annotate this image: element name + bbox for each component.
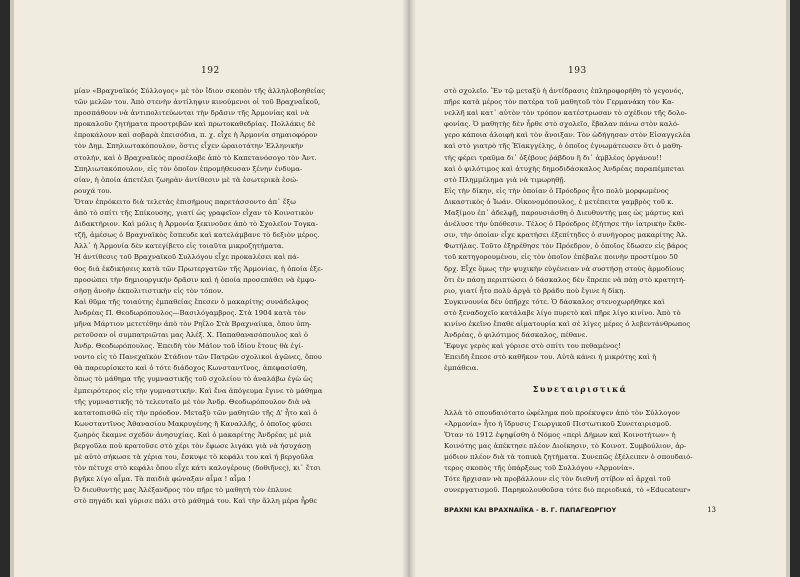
text-line: Σπηλιωτακόπουλον, εἰς τὸν ὁποῖον ἐπρομήθευσαν ξένην ἐνδυμα-	[74, 164, 303, 173]
footer-title: ΒΡΑΧΝΙ ΚΑΙ ΒΡΑΧΝΑΙΪΚΑ - Β. Γ. ΠΑΠΑΓΕΩΡΓΙΟΥ	[444, 506, 617, 514]
text-line: ρετοῦσαν οἱ συμπατριῶται μας Ἀλέξ. Χ. Παπαθανασόπουλος καὶ ὁ	[74, 331, 308, 340]
text-line: δρχ. Εἶχε ὅμως τὴν ψυχικὴν εὐγένειαν νὰ συστήσῃ στοὺς ἁρμοδίους	[444, 264, 685, 273]
text-line: Φωτήλας. Τοῦτο ἐξηρέθησε τὸν Πρόεδρον, ὁ ὁποῖος ἔδωσεν εἰς βάρος	[444, 242, 688, 251]
text-line: προσώπει τὴν δημιουργικὴν δρᾶσιν καὶ ἡ ὁποία προσεπάθει νὰ ἐμφυ-	[74, 275, 317, 284]
text-line: ζωηρὸς ἔκαμνε σχεδὸν ἀνησυχίας. Καὶ ὁ μακαρίτης Ἀνδρέας μὲ μιὰ	[74, 430, 312, 439]
footer-page-number: 13	[707, 506, 716, 514]
right-page-body-top	[444, 86, 716, 374]
text-line: στολήν, καὶ ὁ Βραχναϊκὸς προσέλαβε ἀπὸ τὸ Καπετανόσογο τὸν Ἀντ.	[74, 153, 317, 162]
text-line: τῆς γυμναστικῆς τὸ τελευταῖο μὲ τὸν Ἀνδρ. Θεοδωρόπουλον διὰ νὰ	[74, 397, 311, 406]
text-line: Δικαστικὸς ὁ Ἰωάν. Οἰκονομόπουλος, ἐ μετέπειτα γαμβρὸς τοῦ κ.	[444, 197, 674, 206]
page-number-right: 193	[568, 66, 587, 76]
text-line: Ἐπειδὴ ἔπεσε στὸ καθῆκον του. Αὐτὰ κάνει ἡ μικρότης καὶ ἡ	[444, 353, 657, 362]
text-line: γερο κάποια ἀλοιφὴ καὶ τὸν ἄνοιξαν. Τὸν ὡδήγησαν στὸν Εἰσαγγελέα	[444, 131, 691, 140]
right-page-body-bottom	[444, 408, 716, 497]
text-line: νελλῆ καὶ κατ᾿ αὐτὸν τὸν τρόπον κατέστρωσαν τὸ σχέδιον τῆς δολο-	[444, 109, 688, 118]
text-line: συνεργατισμοῦ. Παρηκολουθοῦσα τότε διὸ περιοδικά, τὸ «Educateur»	[444, 486, 691, 495]
text-line: Ἔφυγε γερὸς καὶ γύρισε στὸ σπίτι του πεθαμένος!	[444, 342, 621, 351]
left-page-text	[74, 60, 342, 508]
section-heading: Συνεταιριστικά	[532, 384, 628, 395]
text-line: σιν, τὴν ὁποίαν εἶχε κρατήσει ἐξεπίτηδες ὁ συνήγορος μακαρίτης Ἀλ.	[444, 231, 688, 240]
text-line: φονίας. Ὁ μαθητὴς δὲν ἦρθε στὸ σχολεῖο, ἔβαλαν πάνω στὸν καλό-	[444, 120, 680, 129]
text-line: μόδιον πλέον διὰ τὰ τοπικὰ ζητήματα. Συνεπῶς ἐξέλειπεν ὁ σπουδαιό-	[444, 452, 693, 461]
page-edge-shadow	[786, 0, 790, 577]
text-line: μῆνα Μάρτιον μετετέθην ἀπὸ τὸν Ρηΐλο Στὰ Βραχναίικα, ὅπου ὑπη-	[74, 319, 312, 328]
text-line: Ὅταν ἐπρόκειτο διὰ τελετὰς ἐπισήμους παρετάσσοντο ἀπ᾿ ἔξω	[74, 197, 296, 206]
text-line: τῶν μελῶν του. Ἀπὸ στενὴν ἀντίληψιν κινούμενοι οἱ τοῦ Βραχναΐκοῦ,	[74, 98, 321, 107]
text-line: κατατοπισθῶ εἰς τὴν πρόοδον. Μεταξὺ τῶν μαθητῶν τῆς Δ' ἦτο καὶ ὁ	[74, 408, 318, 417]
text-line: ὅτι ἐν πάσῃ περιπτώσει ὁ δάσκαλος δὲν ἔπρεπε νὰ πάῃ στὸ κρατητή-	[444, 275, 686, 284]
text-line: Μαξίμου ἐπ᾿ ἀδελφῇ, παρουσιάσθη ὁ Διευθυντής μας ὡς μάρτυς καὶ	[444, 209, 684, 218]
text-line: βεργοῦλα ποὺ κρατοῦσε στὸ χέρι τὸν ἔφωσε λιγάκι γιὰ νὰ ἡσυχάσῃ	[74, 442, 311, 450]
text-line: Συγκινουνία δὲν ὑπῆρχε τότε. Ὁ δάσκαλος στενοχωρήθηκε καὶ	[444, 297, 665, 306]
text-line: στὸ Πλημμέλημα γιὰ νὰ τιμωρηθῇ.	[444, 175, 566, 184]
text-line: Ἀνδρ. Θεοδωρόπουλος. Ἐπειδὴ τὸν Μάϊον τοῦ ἰδίου ἔτους θὰ ἐγί-	[74, 342, 304, 351]
text-line: καὶ στὸ γιατρὸ τῆς Ἐϊακγγέλης, ὁ ὁποῖος ἐγνωμάτευσεν ὅτι ὁ μαθη-	[444, 142, 683, 151]
text-line: Κοινότης μας ἀπέκτησε πλέον Διοίκησιν, τὸ Κοινοτ. Συμβούλιον, ἀρ-	[444, 441, 687, 450]
text-line: τὴς φέρει τραῦμα δι᾿ ὀξέβους ῥάβδου ἢ δι᾿ ἀμβλέος ὀργάνου!!	[444, 153, 662, 162]
text-line: Ἀνδρέας, ὁ φιλότιμος δάσκαλος, πέθανε.	[444, 331, 588, 340]
text-line: Καὶ θῦμα τῆς τοιαύτης ἐμπαθείας ἔπεσεν ὁ μακαρίτης συνάδελφος	[74, 297, 309, 306]
page-number-left: 192	[201, 66, 220, 76]
text-line: ἐπροκάλουν καὶ σοβαρὰ ἐπεισόδια, π. χ. εἶχε ἡ Ἁρμονία σημαιοφόρον	[74, 131, 318, 140]
text-line: ἐμπειρότερος εἰς τὴν γυμναστικήν. Καὶ ἔνα ἀπόγευμα ἔγινε τὸ μάθημα	[74, 386, 323, 395]
left-page-body	[74, 86, 342, 508]
text-line: θος διὰ ἐκδικήσεις κατὰ τῶν Πρωτεργατῶν τῆς Ἁρμονίας, ἡ ὁποία ἐξε-	[74, 264, 323, 273]
text-line: μὲ αὐτὸ σήκωσε τὰ χέρια του, ἔσκυψε τὸ κεφάλι του καὶ ἡ βεργοῦλα	[74, 453, 314, 462]
text-line: Κωνσταντῖνος Ἀθανασίου Μακρυγένης ἢ Καναλλῆς, ὁ ὁποῖος φύσει	[74, 419, 313, 428]
page-footer	[444, 506, 716, 514]
text-line: τὸν πέτυχε στὸ κεφάλι ὅπου εἶχε κάτι καλογέρους (δοθιῆνες), κι᾿ ἔτσι	[74, 464, 321, 473]
right-page-text	[444, 60, 716, 496]
text-line: σήσῃ ἀνοὴν ἐκπολιτιστικὴν εἰς τὸν τόπον.	[74, 286, 224, 295]
text-line: νοντο εἰς τὸ Πανεχαϊκὸν Στάδιον τῶν Πατρῶν σχολικοὶ ἀγῶνες, ὅπου	[74, 353, 322, 362]
text-line: ἀνέλυσε τὴν ὑπόθεσιν. Τέλος ὁ Πρόεδρος ἐζήτησε τὴν ἰατρικὴν ἔκθε-	[444, 220, 687, 229]
text-line: Ἀλλ᾿ ἡ Ἁρμονία δὲν κατεγίβετο εἰς τοιαῦτα μικροζητήματα.	[74, 242, 284, 251]
text-line: Ἡ ἀντίθεσις τοῦ Βραχναϊκοῦ Συλλόγου εἶχε προκαλέσει καὶ πά-	[74, 253, 300, 262]
text-line: Τότε ἤρχισαν νὰ προβάλλουν εἰς τὸν διεθνῆ στίβον αἱ ἀρχαὶ τοῦ	[444, 475, 671, 484]
book-gutter	[402, 0, 416, 577]
text-line: ὅπως τὸ μάθημα τῆς γυμναστικῆς τοῦ σχολείου τὸ ἀναλάβω ἐγὼ ὡς	[74, 375, 313, 384]
text-line: καὶ ὁ φιλότιμος καὶ ἀτυχὴς δημοδιδάσκαλος Ἀνδρέας παραπέμπεται	[444, 164, 685, 173]
text-line: ρουχά του.	[74, 186, 112, 195]
text-line: θὰ παρευρίσκετο καὶ ὁ τότε διάδοχος Κωνσταντῖνος, ἀπεφασίσθη,	[74, 364, 308, 373]
text-line: τζῆ, ἀμέσως ὁ Βραχναϊκὸς ἔσπευδε καὶ κατελάμβανε τὸ δεξιὸν μέρος.	[74, 231, 320, 240]
text-line: Ὅταν τὸ 1912 ἐψηφίσθη ὁ Νόμος «περὶ Δήμων καὶ Κοινοτήτων» ἡ	[444, 430, 676, 439]
text-line: ἐμπάθεια.	[444, 364, 479, 373]
text-line: Ὁ διευθυντὴς μας Ἀλέξανδρος τὸν πῆρε τὸ μαθητὴ τὸν ἐπλυνε	[74, 486, 292, 495]
text-line: μίαν «Βραχναϊκός Σύλλογος» μὲ τὸν ἴδιον σκοπὸν τῆς ἀλληλοβοηθείας	[74, 87, 326, 95]
text-line: στὸ σχολεῖο. Ἔν τῷ μεταξὺ ἡ ἀντίδρασις ἐπληροφορήθη τὸ γεγονός,	[444, 87, 684, 95]
text-line: τὸν Δημ. Σπηλιωτακόπουλον, ὅστις εἶχεν ὡραιοτάτην Ἑλληνικὴν	[74, 142, 304, 151]
text-line: προσπάθουν νὰ ἀντιπολιτεύωνται τὴν δρᾶσιν τῆς Ἁρμονίας καὶ νὰ	[74, 109, 310, 118]
text-line: Ἀνδρέας Π. Θεοδωρόπουλος—Βασιλόγαμβρος. Στὰ 1904 κατὰ τὸν	[74, 308, 306, 317]
text-line: κινίνο ἐκεῖνο ἔπαθε αἱματουρία καὶ σὲ λίγες μέρες ὁ λεβεντάνθρωπος	[444, 319, 691, 328]
text-line: τοῦ κατηγορουμένου, εἰς τὸν ὁποῖον ἐπέβαλε ποινὴν προστίμου 50	[444, 253, 678, 262]
text-line: ριο, γιατί ἦτο πολὺ ἀργὰ τὸ βράδυ ποὺ ἔγινε ἡ δίκη.	[444, 286, 626, 295]
text-line: βγῆκε λίγο αἷμα. Τὰ παιδιὰ φώναξαν αἷμα ! αἷμα !	[74, 475, 251, 484]
text-line: ἀπὸ τὸ σπίτι τῆς Σπίκουσης, γιατί ὡς γραφεῖον εἶχαν τὸ Κοινοτικὸν	[74, 209, 314, 218]
text-line: πῆρε κατὰ μέρος τὸν πατέρα τοῦ μαθητοῦ τὸν Γερμανάκη τὸν Κα-	[444, 98, 675, 107]
text-line: Εἰς τὴν δίκην, εἰς τὴν ὁποίαν ὁ Πρόεδρος ἦτο πολὺ μορφωμένος	[444, 186, 669, 195]
text-line: στὸ ξεναδοχεῖο κατάλαβε λίγο πυρετὸ καὶ πῆρε λίγο κινίνο. Ἀπὸ τὸ	[444, 308, 681, 317]
text-line: στὸ πηγάδι καὶ γύρισε πάλι στὸ μάθημά του. Καὶ τὴν ἄλλη μέρα ἦρθε	[74, 497, 317, 506]
text-line: τερος σκοπὸς τῆς ὑπάρξεως τοῦ Συλλόγου «Ἁρμονία».	[444, 464, 635, 472]
page-edge-shadow	[10, 0, 14, 577]
text-line: σίαν, ἡ ὁποία ἀπετέλει ζωηρὰν ἀντίθεσιν μὲ τὰ ἐσωτερικὰ ἐσώ-	[74, 175, 299, 184]
text-line: Ἀλλὰ τὸ σπουδαιότατο ὠφέλημα ποὺ προέκυψεν ἀπὸ τὸν Σύλλογον	[444, 408, 680, 417]
text-line: προκαλοῦν ζητήματα προστριβῶν καὶ πρωτοκαθεδρίας. Πολλάκις δὲ	[74, 120, 316, 129]
text-line: «Ἁρμονία» ἦτο ἡ ἵδρυσις Γεωργικοῦ Πιστωτικοῦ Συνεταιρισμοῦ.	[444, 419, 672, 428]
text-line: Διδακτήριον. Καὶ μόλις ἡ Ἁρμονία ξεκινοῦσε ἀπὸ τὸ Σχολεῖον Τογκα-	[74, 220, 318, 229]
